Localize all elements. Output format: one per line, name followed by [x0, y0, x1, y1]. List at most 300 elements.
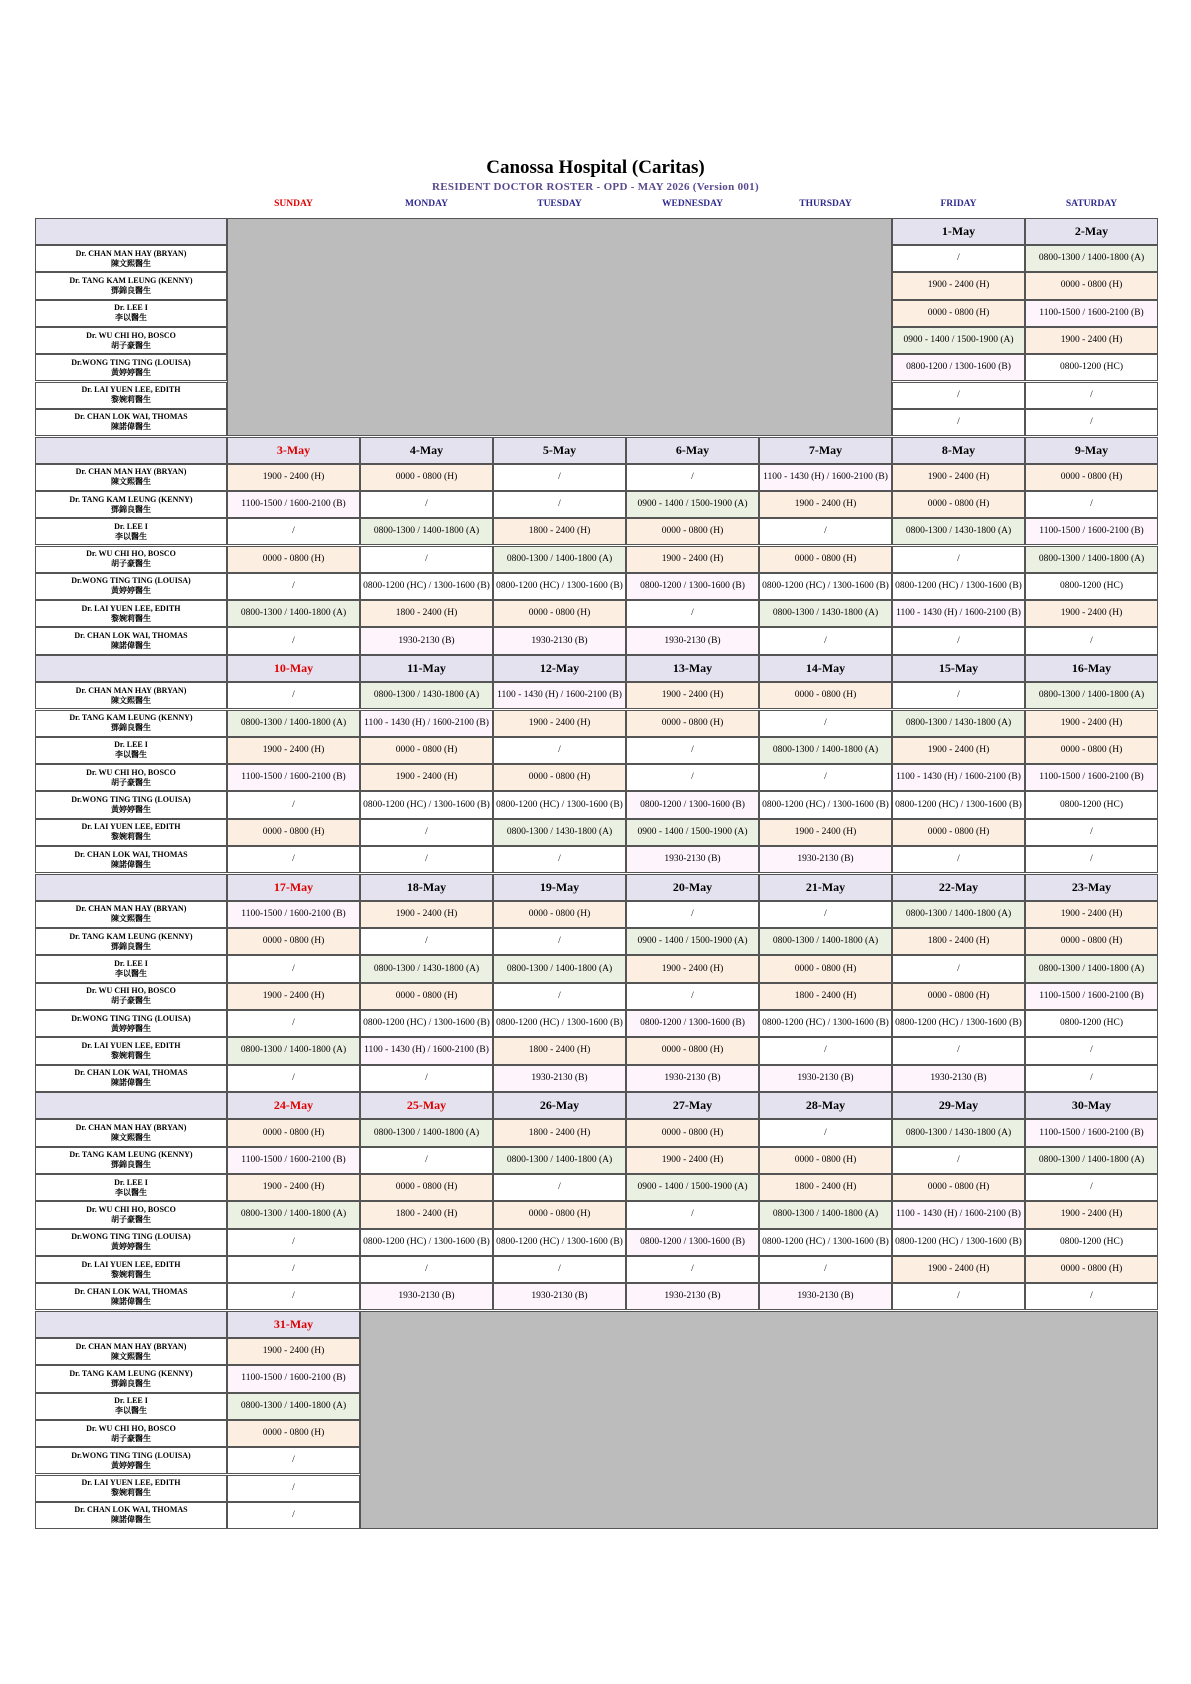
shift-cell[interactable]: 1800 - 2400 (H) [493, 518, 626, 545]
shift-cell[interactable]: 1100-1500 / 1600-2100 (B) [1025, 983, 1158, 1010]
date-header: 8-May [892, 437, 1025, 464]
week-header-blank [35, 1311, 227, 1338]
shift-cell[interactable]: / [759, 1119, 892, 1146]
shift-cell[interactable]: 0900 - 1400 / 1500-1900 (A) [626, 1174, 759, 1201]
shift-cell[interactable]: 0900 - 1400 / 1500-1900 (A) [626, 928, 759, 955]
shift-cell[interactable]: 1900 - 2400 (H) [1025, 901, 1158, 928]
shift-cell[interactable]: / [759, 1256, 892, 1283]
shift-cell[interactable]: 0000 - 0800 (H) [892, 1174, 1025, 1201]
shift-cell[interactable]: 0800-1200 (HC) [1025, 573, 1158, 600]
shift-cell[interactable]: / [227, 627, 360, 654]
shift-cell[interactable]: 0800-1200 (HC) / 1300-1600 (B) [759, 791, 892, 818]
shift-cell[interactable]: 0800-1300 / 1400-1800 (A) [1025, 546, 1158, 573]
shift-cell[interactable]: 0800-1300 / 1430-1800 (A) [759, 600, 892, 627]
weekday-label: MONDAY [405, 199, 448, 209]
shift-cell[interactable]: 0000 - 0800 (H) [1025, 928, 1158, 955]
shift-cell[interactable]: / [892, 955, 1025, 982]
shift-cell[interactable]: / [493, 1174, 626, 1201]
shift-cell[interactable]: 0000 - 0800 (H) [892, 491, 1025, 518]
shift-cell[interactable]: 0000 - 0800 (H) [227, 1420, 360, 1447]
doctor-name-en: Dr. LEE I [114, 740, 148, 750]
date-header: 13-May [626, 655, 759, 682]
shift-cell[interactable]: 0000 - 0800 (H) [626, 1037, 759, 1064]
shift-cell[interactable]: 0800-1300 / 1400-1800 (A) [1025, 1147, 1158, 1174]
doctor-name-zh: 胡子豪醫生 [111, 777, 151, 787]
shift-cell[interactable]: / [227, 1502, 360, 1529]
shift-cell[interactable]: 0000 - 0800 (H) [227, 546, 360, 573]
shift-cell[interactable]: 0000 - 0800 (H) [892, 983, 1025, 1010]
doctor-name-cell [35, 737, 227, 764]
shift-cell[interactable]: / [892, 546, 1025, 573]
date-header: 31-May [227, 1311, 360, 1338]
shift-cell[interactable]: / [360, 819, 493, 846]
shift-cell[interactable]: / [493, 983, 626, 1010]
shift-cell[interactable]: 0000 - 0800 (H) [1025, 464, 1158, 491]
week-header-blank [35, 1092, 227, 1119]
shift-cell[interactable]: 1900 - 2400 (H) [892, 1256, 1025, 1283]
shift-cell[interactable]: / [626, 983, 759, 1010]
shift-cell[interactable]: 0800-1300 / 1400-1800 (A) [493, 955, 626, 982]
doctor-name-en: Dr. CHAN LOK WAI, THOMAS [74, 849, 188, 859]
doctor-name-en: Dr. CHAN LOK WAI, THOMAS [74, 412, 188, 422]
doctor-name-zh: 鄧錦良醫生 [111, 285, 151, 295]
shift-cell[interactable]: / [227, 1229, 360, 1256]
shift-cell[interactable]: 0800-1200 (HC) [1025, 791, 1158, 818]
shift-cell[interactable]: 0800-1300 / 1430-1800 (A) [360, 955, 493, 982]
shift-cell[interactable]: 1930-2130 (B) [493, 1065, 626, 1092]
date-header: 21-May [759, 874, 892, 901]
shift-cell[interactable]: / [227, 1475, 360, 1502]
shift-cell[interactable]: / [360, 546, 493, 573]
shift-cell[interactable]: 0800-1200 / 1300-1600 (B) [626, 573, 759, 600]
shift-cell[interactable]: 1900 - 2400 (H) [227, 1174, 360, 1201]
doctor-name-zh: 陳文熙醫生 [111, 1133, 151, 1143]
shift-cell[interactable]: 0000 - 0800 (H) [892, 300, 1025, 327]
shift-cell[interactable]: 0800-1300 / 1430-1800 (A) [360, 682, 493, 709]
shift-cell[interactable]: 0000 - 0800 (H) [1025, 1256, 1158, 1283]
shift-cell[interactable]: 0800-1300 / 1400-1800 (A) [493, 1147, 626, 1174]
shift-cell[interactable]: / [227, 955, 360, 982]
shift-cell[interactable]: / [360, 846, 493, 873]
shift-cell[interactable]: 0800-1300 / 1400-1800 (A) [1025, 955, 1158, 982]
shift-cell[interactable]: 0800-1300 / 1400-1800 (A) [360, 1119, 493, 1146]
shift-cell[interactable]: / [1025, 1283, 1158, 1310]
shift-cell[interactable]: 0000 - 0800 (H) [1025, 272, 1158, 299]
shift-cell[interactable]: / [360, 1256, 493, 1283]
shift-cell[interactable]: / [626, 600, 759, 627]
date-header: 7-May [759, 437, 892, 464]
shift-cell[interactable]: 0800-1300 / 1400-1800 (A) [227, 600, 360, 627]
shift-cell[interactable]: 1100-1500 / 1600-2100 (B) [1025, 764, 1158, 791]
doctor-name-zh: 胡子豪醫生 [111, 996, 151, 1006]
shift-cell[interactable]: 1930-2130 (B) [360, 1283, 493, 1310]
shift-cell[interactable]: 0800-1200 (HC) / 1300-1600 (B) [493, 573, 626, 600]
shift-cell[interactable]: 1930-2130 (B) [759, 1065, 892, 1092]
doctor-name-en: Dr. CHAN MAN HAY (BRYAN) [75, 685, 187, 695]
shift-cell[interactable]: / [759, 901, 892, 928]
shift-cell[interactable]: 1100 - 1430 (H) / 1600-2100 (B) [759, 464, 892, 491]
shift-cell[interactable]: 0800-1300 / 1400-1800 (A) [759, 928, 892, 955]
shift-cell[interactable]: 1930-2130 (B) [759, 846, 892, 873]
shift-cell[interactable]: 0000 - 0800 (H) [626, 518, 759, 545]
doctor-name-zh: 黎婉莉醫生 [111, 1050, 151, 1060]
shift-cell[interactable]: 1100 - 1430 (H) / 1600-2100 (B) [360, 1037, 493, 1064]
shift-cell[interactable]: 0800-1200 (HC) / 1300-1600 (B) [892, 1010, 1025, 1037]
shift-cell[interactable]: / [892, 682, 1025, 709]
date-header: 17-May [227, 874, 360, 901]
empty-day-block [227, 218, 892, 436]
shift-cell[interactable]: 0000 - 0800 (H) [626, 1119, 759, 1146]
doctor-name-zh: 陳諾偉醫生 [111, 859, 151, 869]
shift-cell[interactable]: 0800-1200 (HC) / 1300-1600 (B) [892, 1229, 1025, 1256]
shift-cell[interactable]: 1900 - 2400 (H) [1025, 1201, 1158, 1228]
shift-cell[interactable]: 0800-1200 (HC) / 1300-1600 (B) [493, 1229, 626, 1256]
shift-cell[interactable]: 0800-1300 / 1400-1800 (A) [1025, 682, 1158, 709]
doctor-name-cell [35, 546, 227, 573]
shift-cell[interactable]: / [1025, 409, 1158, 436]
shift-cell[interactable]: / [1025, 627, 1158, 654]
doctor-name-en: Dr. CHAN LOK WAI, THOMAS [74, 1286, 188, 1296]
shift-cell[interactable]: / [227, 1447, 360, 1474]
shift-cell[interactable]: 0800-1300 / 1400-1800 (A) [227, 1393, 360, 1420]
shift-cell[interactable]: / [759, 710, 892, 737]
doctor-name-en: Dr. TANG KAM LEUNG (KENNY) [69, 494, 193, 504]
shift-cell[interactable]: 0900 - 1400 / 1500-1900 (A) [892, 327, 1025, 354]
shift-cell[interactable]: / [493, 464, 626, 491]
shift-cell[interactable]: / [493, 1256, 626, 1283]
shift-cell[interactable]: 1930-2130 (B) [626, 1283, 759, 1310]
date-header: 2-May [1025, 218, 1158, 245]
shift-cell[interactable]: / [227, 791, 360, 818]
shift-cell[interactable]: 0800-1200 (HC) / 1300-1600 (B) [493, 791, 626, 818]
doctor-name-zh: 李以醫生 [115, 969, 147, 979]
shift-cell[interactable]: 0800-1300 / 1400-1800 (A) [227, 1201, 360, 1228]
shift-cell[interactable]: 0000 - 0800 (H) [759, 955, 892, 982]
shift-cell[interactable]: 0800-1300 / 1400-1800 (A) [759, 737, 892, 764]
shift-cell[interactable]: / [759, 627, 892, 654]
doctor-name-en: Dr. CHAN LOK WAI, THOMAS [74, 631, 188, 641]
shift-cell[interactable]: 1800 - 2400 (H) [759, 983, 892, 1010]
shift-cell[interactable]: 1800 - 2400 (H) [360, 1201, 493, 1228]
shift-cell[interactable]: 1930-2130 (B) [360, 627, 493, 654]
doctor-name-en: Dr. LEE I [114, 303, 148, 313]
shift-cell[interactable]: 1800 - 2400 (H) [493, 1119, 626, 1146]
shift-cell[interactable]: 1930-2130 (B) [892, 1065, 1025, 1092]
shift-cell[interactable]: / [1025, 491, 1158, 518]
shift-cell[interactable]: 0000 - 0800 (H) [759, 546, 892, 573]
doctor-name-cell [35, 327, 227, 354]
shift-cell[interactable]: / [1025, 382, 1158, 409]
shift-cell[interactable]: 1900 - 2400 (H) [227, 983, 360, 1010]
doctor-name-cell [35, 1365, 227, 1392]
shift-cell[interactable]: / [227, 1010, 360, 1037]
shift-cell[interactable]: / [493, 846, 626, 873]
shift-cell[interactable]: / [626, 1201, 759, 1228]
shift-cell[interactable]: 0800-1200 (HC) [1025, 354, 1158, 381]
shift-cell[interactable]: 1100 - 1430 (H) / 1600-2100 (B) [360, 710, 493, 737]
shift-cell[interactable]: 0800-1300 / 1400-1800 (A) [1025, 245, 1158, 272]
shift-cell[interactable]: / [892, 1147, 1025, 1174]
doctor-name-zh: 黃婷婷醫生 [111, 1023, 151, 1033]
shift-cell[interactable]: 0800-1200 / 1300-1600 (B) [892, 354, 1025, 381]
date-header: 16-May [1025, 655, 1158, 682]
weekday-label: FRIDAY [940, 199, 977, 209]
shift-cell[interactable]: / [360, 491, 493, 518]
shift-cell[interactable]: 0800-1200 (HC) / 1300-1600 (B) [360, 573, 493, 600]
shift-cell[interactable]: / [626, 737, 759, 764]
doctor-name-en: Dr. CHAN MAN HAY (BRYAN) [75, 1123, 187, 1133]
shift-cell[interactable]: 1900 - 2400 (H) [360, 764, 493, 791]
doctor-name-cell [35, 928, 227, 955]
doctor-name-zh: 陳諾偉醫生 [111, 1296, 151, 1306]
doctor-name-en: Dr. TANG KAM LEUNG (KENNY) [69, 1150, 193, 1160]
shift-cell[interactable]: / [227, 518, 360, 545]
shift-cell[interactable]: / [626, 464, 759, 491]
shift-cell[interactable]: 1900 - 2400 (H) [227, 464, 360, 491]
shift-cell[interactable]: / [626, 764, 759, 791]
doctor-name-zh: 陳諾偉醫生 [111, 422, 151, 432]
shift-cell[interactable]: / [360, 1147, 493, 1174]
shift-cell[interactable]: 0800-1200 (HC) / 1300-1600 (B) [360, 1229, 493, 1256]
shift-cell[interactable]: 0000 - 0800 (H) [892, 819, 1025, 846]
shift-cell[interactable]: 0800-1200 / 1300-1600 (B) [626, 791, 759, 818]
shift-cell[interactable]: / [493, 737, 626, 764]
shift-cell[interactable]: 0800-1200 (HC) / 1300-1600 (B) [759, 573, 892, 600]
shift-cell[interactable]: 1100-1500 / 1600-2100 (B) [1025, 518, 1158, 545]
shift-cell[interactable]: / [1025, 1174, 1158, 1201]
shift-cell[interactable]: 0800-1200 (HC) / 1300-1600 (B) [892, 791, 1025, 818]
shift-cell[interactable]: / [1025, 819, 1158, 846]
doctor-name-en: Dr.WONG TING TING (LOUISA) [71, 1450, 191, 1460]
shift-cell[interactable]: 1100 - 1430 (H) / 1600-2100 (B) [892, 1201, 1025, 1228]
shift-cell[interactable]: / [1025, 1065, 1158, 1092]
shift-cell[interactable]: 0800-1200 (HC) [1025, 1229, 1158, 1256]
shift-cell[interactable]: / [759, 1037, 892, 1064]
doctor-name-cell [35, 983, 227, 1010]
shift-cell[interactable]: 1800 - 2400 (H) [493, 1037, 626, 1064]
doctor-name-zh: 胡子豪醫生 [111, 1433, 151, 1443]
shift-cell[interactable]: 0800-1300 / 1430-1800 (A) [892, 518, 1025, 545]
shift-cell[interactable]: 1900 - 2400 (H) [759, 491, 892, 518]
shift-cell[interactable]: / [227, 1065, 360, 1092]
shift-cell[interactable]: 0900 - 1400 / 1500-1900 (A) [626, 491, 759, 518]
shift-cell[interactable]: 0800-1200 (HC) [1025, 1010, 1158, 1037]
shift-cell[interactable]: 0000 - 0800 (H) [493, 600, 626, 627]
shift-cell[interactable]: 1930-2130 (B) [493, 1283, 626, 1310]
date-header: 15-May [892, 655, 1025, 682]
shift-cell[interactable]: 0800-1300 / 1430-1800 (A) [892, 710, 1025, 737]
shift-cell[interactable]: / [1025, 1037, 1158, 1064]
doctor-name-zh: 黃婷婷醫生 [111, 1460, 151, 1470]
doctor-name-cell [35, 1447, 227, 1474]
shift-cell[interactable]: 0000 - 0800 (H) [227, 928, 360, 955]
shift-cell[interactable]: 0000 - 0800 (H) [759, 1147, 892, 1174]
shift-cell[interactable]: / [493, 928, 626, 955]
date-header: 14-May [759, 655, 892, 682]
shift-cell[interactable]: 1900 - 2400 (H) [360, 901, 493, 928]
shift-cell[interactable]: 0000 - 0800 (H) [227, 819, 360, 846]
shift-cell[interactable]: 0000 - 0800 (H) [493, 1201, 626, 1228]
doctor-name-en: Dr.WONG TING TING (LOUISA) [71, 357, 191, 367]
shift-cell[interactable]: 1100-1500 / 1600-2100 (B) [1025, 300, 1158, 327]
doctor-name-en: Dr. WU CHI HO, BOSCO [86, 986, 176, 996]
shift-cell[interactable]: / [892, 627, 1025, 654]
shift-cell[interactable]: 1930-2130 (B) [626, 846, 759, 873]
date-header: 12-May [493, 655, 626, 682]
doctor-name-cell [35, 1283, 227, 1310]
shift-cell[interactable]: / [892, 382, 1025, 409]
shift-cell[interactable]: 0000 - 0800 (H) [493, 901, 626, 928]
doctor-name-cell [35, 1502, 227, 1529]
shift-cell[interactable]: 0800-1200 / 1300-1600 (B) [626, 1229, 759, 1256]
shift-cell[interactable]: 1100 - 1430 (H) / 1600-2100 (B) [892, 600, 1025, 627]
doctor-name-en: Dr. LAI YUEN LEE, EDITH [81, 1478, 181, 1488]
shift-cell[interactable]: 0800-1300 / 1400-1800 (A) [227, 710, 360, 737]
shift-cell[interactable]: 0000 - 0800 (H) [1025, 737, 1158, 764]
shift-cell[interactable]: / [892, 245, 1025, 272]
date-header: 1-May [892, 218, 1025, 245]
shift-cell[interactable]: 1900 - 2400 (H) [227, 1338, 360, 1365]
doctor-name-zh: 胡子豪醫生 [111, 559, 151, 569]
weekday-label: SATURDAY [1065, 199, 1118, 209]
shift-cell[interactable]: 1900 - 2400 (H) [626, 955, 759, 982]
hospital-title: Canossa Hospital (Caritas) [486, 157, 705, 178]
shift-cell[interactable]: 0800-1300 / 1400-1800 (A) [759, 1201, 892, 1228]
shift-cell[interactable]: 1100-1500 / 1600-2100 (B) [1025, 1119, 1158, 1146]
shift-cell[interactable]: 1930-2130 (B) [493, 627, 626, 654]
doctor-name-cell [35, 1393, 227, 1420]
shift-cell[interactable]: 0800-1200 (HC) / 1300-1600 (B) [360, 1010, 493, 1037]
shift-cell[interactable]: 1900 - 2400 (H) [626, 1147, 759, 1174]
shift-cell[interactable]: 0900 - 1400 / 1500-1900 (A) [626, 819, 759, 846]
doctor-name-cell [35, 710, 227, 737]
shift-cell[interactable]: 1900 - 2400 (H) [227, 737, 360, 764]
shift-cell[interactable]: 1900 - 2400 (H) [626, 682, 759, 709]
shift-cell[interactable]: 1100-1500 / 1600-2100 (B) [227, 1365, 360, 1392]
shift-cell[interactable]: 1100-1500 / 1600-2100 (B) [227, 901, 360, 928]
shift-cell[interactable]: 1900 - 2400 (H) [892, 272, 1025, 299]
doctor-name-zh: 黎婉莉醫生 [111, 1488, 151, 1498]
shift-cell[interactable]: 0800-1300 / 1430-1800 (A) [892, 1119, 1025, 1146]
shift-cell[interactable]: 0800-1300 / 1430-1800 (A) [493, 819, 626, 846]
shift-cell[interactable]: 1900 - 2400 (H) [892, 464, 1025, 491]
weekday-label: TUESDAY [537, 199, 582, 209]
shift-cell[interactable]: / [626, 901, 759, 928]
shift-cell[interactable]: 1930-2130 (B) [759, 1283, 892, 1310]
shift-cell[interactable]: 1800 - 2400 (H) [892, 928, 1025, 955]
shift-cell[interactable]: 0800-1200 (HC) / 1300-1600 (B) [759, 1010, 892, 1037]
doctor-name-en: Dr. CHAN MAN HAY (BRYAN) [75, 904, 187, 914]
shift-cell[interactable]: 0800-1300 / 1400-1800 (A) [227, 1037, 360, 1064]
shift-cell[interactable]: 0800-1300 / 1400-1800 (A) [493, 546, 626, 573]
shift-cell[interactable]: / [892, 1037, 1025, 1064]
shift-cell[interactable]: / [1025, 846, 1158, 873]
doctor-name-zh: 胡子豪醫生 [111, 1214, 151, 1224]
doctor-name-en: Dr. CHAN LOK WAI, THOMAS [74, 1068, 188, 1078]
shift-cell[interactable]: 1930-2130 (B) [626, 1065, 759, 1092]
shift-cell[interactable]: 0000 - 0800 (H) [759, 682, 892, 709]
shift-cell[interactable]: 0800-1200 (HC) / 1300-1600 (B) [360, 791, 493, 818]
shift-cell[interactable]: / [892, 409, 1025, 436]
shift-cell[interactable]: / [360, 1065, 493, 1092]
shift-cell[interactable]: 0800-1200 (HC) / 1300-1600 (B) [759, 1229, 892, 1256]
doctor-name-zh: 鄧錦良醫生 [111, 1160, 151, 1170]
weekday-label: THURSDAY [799, 199, 852, 209]
shift-cell[interactable]: 0000 - 0800 (H) [360, 737, 493, 764]
doctor-name-zh: 鄧錦良醫生 [111, 723, 151, 733]
shift-cell[interactable]: / [493, 491, 626, 518]
shift-cell[interactable]: / [227, 846, 360, 873]
empty-day-block [360, 1311, 1158, 1529]
shift-cell[interactable]: / [892, 846, 1025, 873]
shift-cell[interactable]: / [227, 1283, 360, 1310]
shift-cell[interactable]: 1900 - 2400 (H) [493, 710, 626, 737]
shift-cell[interactable]: 1900 - 2400 (H) [1025, 327, 1158, 354]
shift-cell[interactable]: 0800-1200 / 1300-1600 (B) [626, 1010, 759, 1037]
doctor-name-en: Dr.WONG TING TING (LOUISA) [71, 795, 191, 805]
doctor-name-zh: 黎婉莉醫生 [111, 395, 151, 405]
doctor-name-cell [35, 354, 227, 381]
shift-cell[interactable]: 0800-1300 / 1400-1800 (A) [892, 901, 1025, 928]
shift-cell[interactable]: / [759, 764, 892, 791]
shift-cell[interactable]: 1900 - 2400 (H) [759, 819, 892, 846]
doctor-name-zh: 黎婉莉醫生 [111, 613, 151, 623]
date-header: 4-May [360, 437, 493, 464]
shift-cell[interactable]: / [759, 518, 892, 545]
shift-cell[interactable]: 1100-1500 / 1600-2100 (B) [227, 491, 360, 518]
shift-cell[interactable]: 1100 - 1430 (H) / 1600-2100 (B) [493, 682, 626, 709]
shift-cell[interactable]: 0800-1200 (HC) / 1300-1600 (B) [892, 573, 1025, 600]
doctor-name-zh: 李以醫生 [115, 313, 147, 323]
shift-cell[interactable]: 1900 - 2400 (H) [1025, 600, 1158, 627]
shift-cell[interactable]: 0800-1300 / 1400-1800 (A) [360, 518, 493, 545]
shift-cell[interactable]: / [892, 1283, 1025, 1310]
date-header: 26-May [493, 1092, 626, 1119]
shift-cell[interactable]: 1100 - 1430 (H) / 1600-2100 (B) [892, 764, 1025, 791]
shift-cell[interactable]: 1930-2130 (B) [626, 627, 759, 654]
shift-cell[interactable]: / [227, 573, 360, 600]
shift-cell[interactable]: 1800 - 2400 (H) [759, 1174, 892, 1201]
shift-cell[interactable]: 0000 - 0800 (H) [360, 464, 493, 491]
shift-cell[interactable]: 1800 - 2400 (H) [360, 600, 493, 627]
shift-cell[interactable]: 1900 - 2400 (H) [892, 737, 1025, 764]
shift-cell[interactable]: 1900 - 2400 (H) [626, 546, 759, 573]
date-header: 25-May [360, 1092, 493, 1119]
shift-cell[interactable]: 0000 - 0800 (H) [360, 983, 493, 1010]
doctor-name-cell [35, 1229, 227, 1256]
shift-cell[interactable]: 0000 - 0800 (H) [626, 710, 759, 737]
doctor-name-cell [35, 409, 227, 436]
doctor-name-cell [35, 764, 227, 791]
shift-cell[interactable]: 0800-1200 (HC) / 1300-1600 (B) [493, 1010, 626, 1037]
doctor-name-en: Dr. WU CHI HO, BOSCO [86, 1204, 176, 1214]
shift-cell[interactable]: 1100-1500 / 1600-2100 (B) [227, 764, 360, 791]
doctor-name-cell [35, 1010, 227, 1037]
shift-cell[interactable]: 0000 - 0800 (H) [360, 1174, 493, 1201]
shift-cell[interactable]: 1100-1500 / 1600-2100 (B) [227, 1147, 360, 1174]
doctor-name-en: Dr.WONG TING TING (LOUISA) [71, 1232, 191, 1242]
doctor-name-en: Dr. TANG KAM LEUNG (KENNY) [69, 713, 193, 723]
shift-cell[interactable]: 1900 - 2400 (H) [1025, 710, 1158, 737]
shift-cell[interactable]: / [227, 682, 360, 709]
doctor-name-cell [35, 1338, 227, 1365]
shift-cell[interactable]: 0000 - 0800 (H) [227, 1119, 360, 1146]
shift-cell[interactable]: / [227, 1256, 360, 1283]
shift-cell[interactable]: / [626, 1256, 759, 1283]
shift-cell[interactable]: 0000 - 0800 (H) [493, 764, 626, 791]
shift-cell[interactable]: / [360, 928, 493, 955]
doctor-name-en: Dr. CHAN LOK WAI, THOMAS [74, 1505, 188, 1515]
